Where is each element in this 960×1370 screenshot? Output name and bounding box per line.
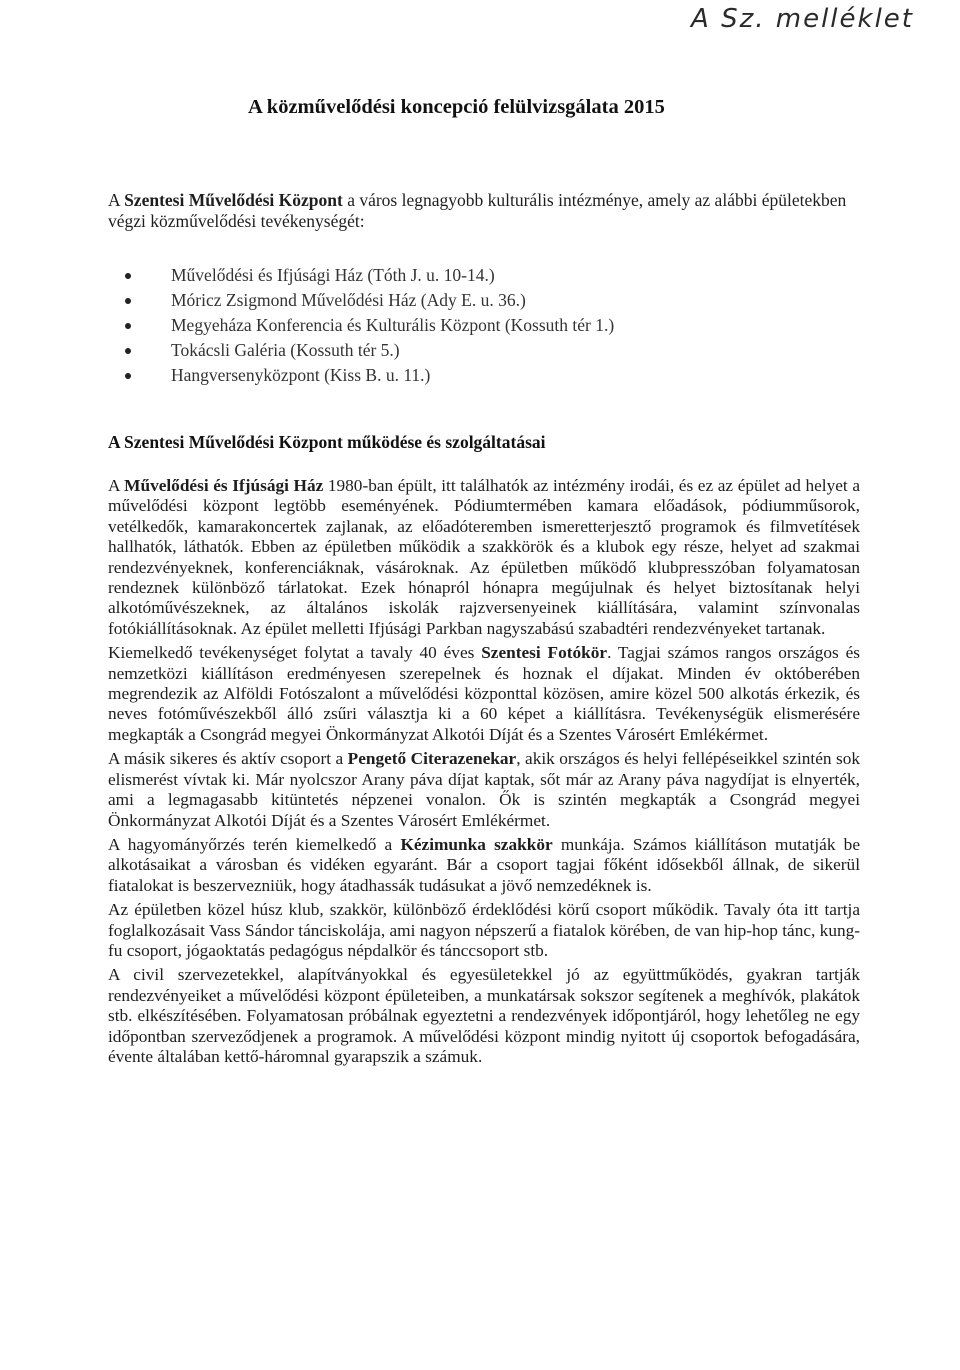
paragraph-fotokor xyxy=(108,643,860,745)
building-item: Hangversenyközpont (Kiss B. u. 11.) xyxy=(118,363,614,388)
paragraph-bold: Pengető Citerazenekar xyxy=(347,749,517,769)
paragraph-text: Kiemelkedő tevékenységet folytat a tavaly 40 éves xyxy=(108,643,482,663)
intro-org-name: Szentesi Művelődési Központ xyxy=(124,190,343,210)
paragraph-text: A hagyományőrzés terén kiemelkedő a xyxy=(108,834,401,854)
building-item: Tokácsli Galéria (Kossuth tér 5.) xyxy=(118,338,614,363)
paragraph-ifjusagi-haz xyxy=(108,476,860,639)
paragraph-citerazenekar xyxy=(108,749,860,831)
paragraph-text: munkája. Számos kiállításon mutatják be alkotásaikat a városban és vidéken egyaránt. Bár a csoport tagjai főként idősekből állnak, de sikerül fiatalokat is beszervezniük, hogy átadhassák tudásukat a jövő nemzedéknek is. xyxy=(108,834,860,895)
document-title: A közművelődési koncepció felülvizsgálata 2015 xyxy=(248,96,665,118)
paragraph-bold: Szentesi Fotókör xyxy=(481,643,608,663)
paragraph-text: A másik sikeres és aktív csoport a xyxy=(108,749,348,769)
paragraph-text: , akik országos és helyi fellépéseikkel szintén sok elismerést vívtak ki. Már nyolcszor Arany páva díjat kaptak, sőt már az Arany páva nagydíjat is elnyerték, ami a legmagasabb kitüntetés népzenei vonalon. Ők is szintén megkapták a Csongrád megyei Önkormányzat Alkotói Díját és a Szentes Városért Emlékérmet. xyxy=(108,749,860,830)
paragraph-text: 1980-ban épült, itt találhatók az intézmény irodái, és ez az épület ad helyet a művelődési központ legtöbb eseményének. Pódiumtermében kamara előadások, pódiumműsorok, vetélkedők, kamarakoncertek zajlanak, az előadóteremben ismeretterjesztő programok és filmvetítések hallhatók, láthatók. Ebben az épületben működik a szakkörök és a klubok egy része, helyet ad szakmai rendezvényeknek, konferenciáknak, vásároknak. Az épületben működő klubpresszóban folyamatosan rendeznek különböző tárlatokat. Ezek hónapról hónapra megújulnak és helyet biztosítanak helyi alkotóművészeknek, az általános iskolák rajzversenyeinek kiállítására, valamint színvonalas fotókiállításoknak. Az épület melletti Ifjúsági Parkban nagyszabású szabadtéri rendezvényeket tartanak. xyxy=(108,476,860,638)
paragraph-klubok: Az épületben közel húsz klub, szakkör, különböző érdeklődési körű csoport működik. Tavaly óta itt tartja foglalkozásait Vass Sándor tánciskolája, ami nagyon népszerű a fiatalok körében, de van hip-hop tánc, kung-fu csoport, jógaoktatás pedagógus népdalkör és tánccsoport stb. xyxy=(108,900,860,960)
building-item: Művelődési és Ifjúsági Ház (Tóth J. u. 10-14.) xyxy=(118,263,614,288)
body-text xyxy=(108,476,860,1071)
paragraph-text: . Tagjai számos rangos országos és nemzetközi kiállításon eredményesen szerepelnek és hoznak el díjakat. Minden év októberében megrendezik az Alföldi Fotószalont a művelődési központtal közösen, amire közel 500 alkotás érkezik, és neves fotóművészekből álló zsűri választja ki a 60 képet a kiállításra. Tevékenységük elismerésére megkapták a Csongrád megyei Önkormányzat Alkotói Díját és a Szentes Városért Emlékérmet. xyxy=(108,643,860,744)
building-item: Móricz Zsigmond Művelődési Ház (Ady E. u. 36.) xyxy=(118,288,614,313)
intro-prefix: A xyxy=(108,190,125,210)
handwritten-annotation: A Sz. melléklet xyxy=(691,4,914,34)
paragraph-bold: Kézimunka szakkör xyxy=(400,834,553,854)
paragraph-bold: Művelődési és Ifjúsági Ház xyxy=(124,476,324,495)
section-heading: A Szentesi Művelődési Központ működése és szolgáltatásai xyxy=(108,432,546,452)
building-item: Megyeháza Konferencia és Kulturális Központ (Kossuth tér 1.) xyxy=(118,313,614,338)
intro-paragraph xyxy=(108,190,868,232)
building-list xyxy=(118,263,614,388)
paragraph-kezimunka xyxy=(108,835,860,896)
paragraph-text: A xyxy=(108,476,125,495)
paragraph-civil: A civil szervezetekkel, alapítványokkal és egyesületekkel jó az együttműködés, gyakran tartják rendezvényeiket a művelődési központ épületeiben, a munkatársak sokszor segítenek a meghívók, plakátok stb. elkészítésében. Folyamatosan próbálnak egyeztetni a rendezvények időpontjáról, hogy lehetőleg ne egy időpontban szerveződjenek a programok. A művelődési központ mindig nyitott új csoportok befogadására, évente általában kettő-háromnal gyarapszik a számuk. xyxy=(108,965,860,1066)
intro-text: a város legnagyobb kulturális intézménye, amely az alábbi épületekben végzi közművelődési tevékenységét: xyxy=(108,190,847,231)
